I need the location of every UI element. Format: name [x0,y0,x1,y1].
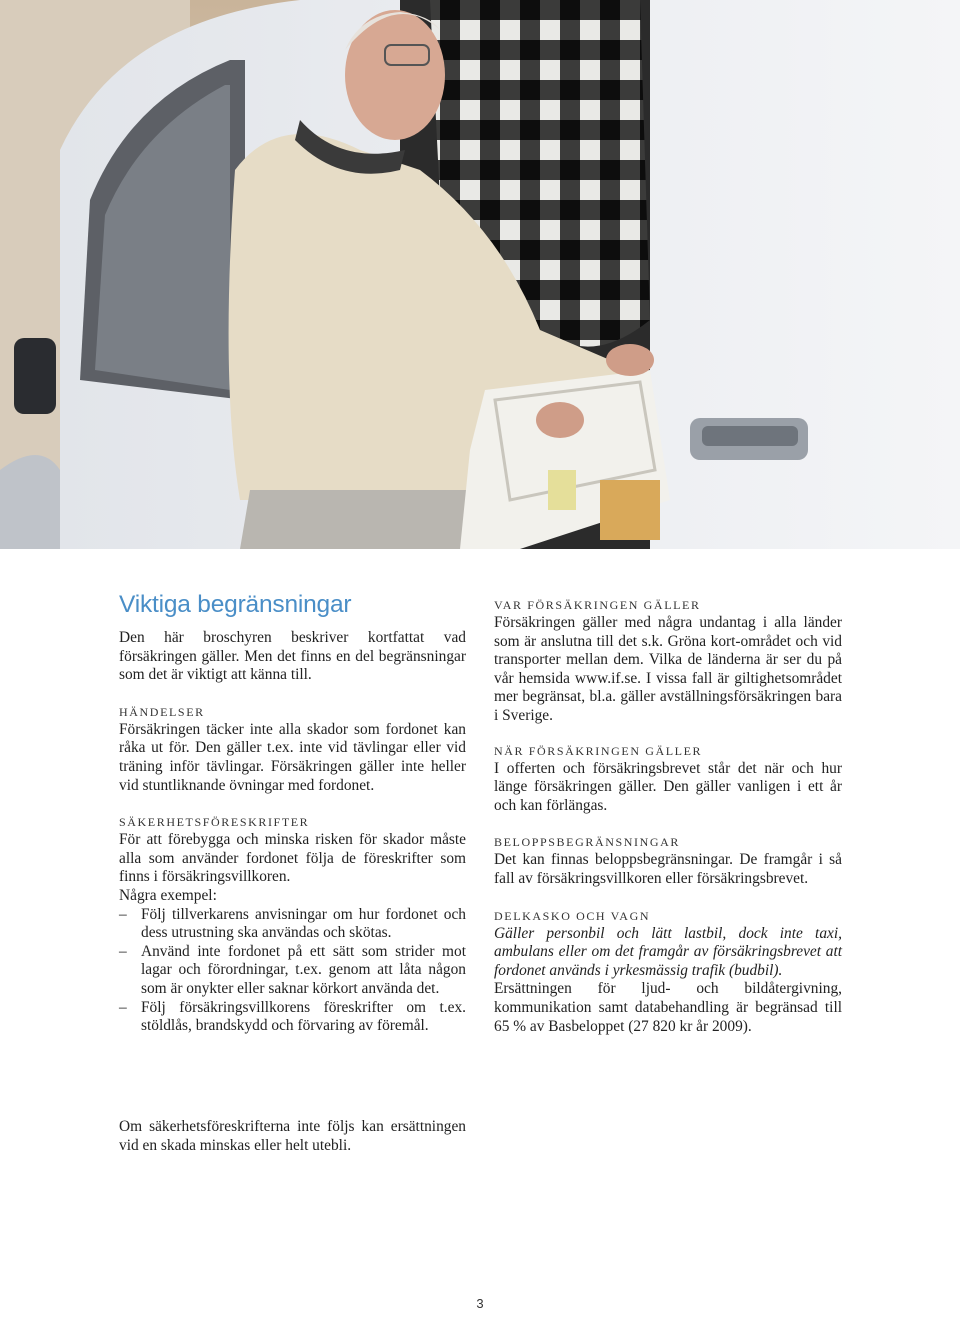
handelser-text: Försäkringen täcker inte alla skador som fordonet kan råka ut för. Den gäller t.ex. inte vid tävlingar eller vid träning inför tävlingar. Försäkringen gäller inte heller vid stuntliknande övningar med fordonet. [119,720,466,794]
sakerhet-text: För att förebygga och minska risken för skador måste alla som använder fordonet följa de föreskrifter som finns i försäkringsvillkoren. [119,831,466,886]
list-item: – Följ försäkringsvillkorens föreskrifter om t.ex. stöldlås, brandskydd och förvaring av föremål. [119,999,466,1036]
intro-paragraph: Den här broschyren beskriver kortfattat vad försäkringen gäller. Men det finns en del begränsningar som det är viktigt att känna till. [119,629,466,684]
left-column [119,590,466,1036]
nar-text: I offerten och försäkringsbrevet står det när och hur länge försäkringen gäller. Den gäller vanligen i ett år och kan förlängas. [494,759,842,814]
list-item: – Följ tillverkarens anvisningar om hur fordonet och dess utrustning ska användas och skötas. [119,906,466,943]
sakerhet-list [119,906,466,1036]
sakerhet-footnote: Om säkerhetsföreskrifterna inte följs kan ersättningen vid en skada minskas eller helt utebli. [119,1118,466,1154]
belopp-text: Det kan finnas beloppsbegränsningar. De framgår i så fall av försäkringsvillkoren eller försäkringsbrevet. [494,851,842,887]
photo-man-loading-van-icon [0,0,960,549]
nar-heading: NÄR FÖRSÄKRINGEN GÄLLER [494,743,703,758]
sakerhet-examples-label: Några exempel: [119,886,217,904]
delkasko-italic-text: Gäller personbil och lätt lastbil, dock inte taxi, ambulans eller om det framgår av försäkringsbrevet att fordonet används i yrkesmässig trafik (budbil). [494,924,842,979]
belopp-heading: BELOPPSBEGRÄNSNINGAR [494,835,681,850]
list-item: – Använd inte fordonet på ett sätt som strider mot lagar och förordningar, t.ex. genom att låta någon som är onykter eller saknar körkort använda det. [119,943,466,999]
page-title: Viktiga begränsningar [119,591,352,618]
delkasko-heading: DELKASKO OCH VAGN [494,908,651,923]
header-photo [0,0,960,549]
handelser-heading: HÄNDELSER [119,704,205,719]
var-heading: VAR FÖRSÄKRINGEN GÄLLER [494,598,701,612]
sakerhet-heading: SÄKERHETSFÖRESKRIFTER [119,815,310,830]
page-number: 3 [476,1296,484,1311]
delkasko-text: Ersättningen för ljud- och bildåtergivning, kommunikation samt databehandling är begränsad till 65 % av Basbeloppet (27 820 kr år 2009). [494,980,842,1035]
var-text: Försäkringen gäller med några undantag i alla länder som är anslutna till det s.k. Gröna kort-området och vid transporter mellan dem. Vilka de länderna är ser du på vår hemsida www.if.se. I vissa fall är giltighetsområdet mer begränsat, bl.a. gäller avställningsförsäkringen bara i Sverige. [494,614,842,724]
right-column [494,596,842,1036]
